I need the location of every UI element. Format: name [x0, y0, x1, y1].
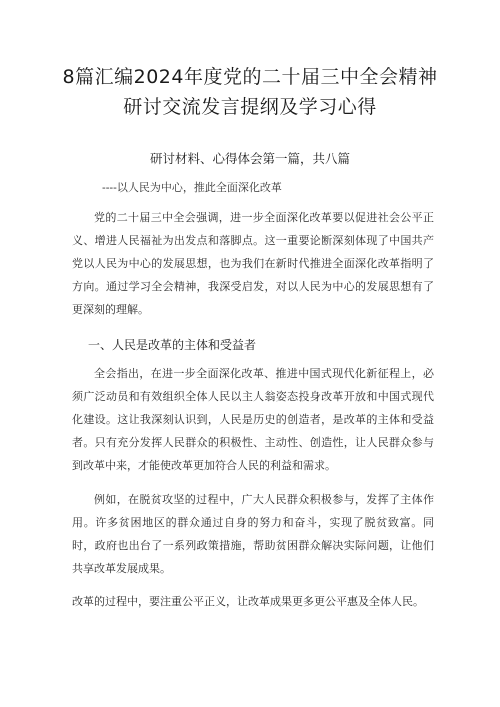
paragraph-main: 全会指出，在进一步全面深化改革、推进中国式现代化新征程上，必须广泛动员和有效组织全体人民以主人翁姿态投身改革开放和中国式现代化建设。这让我深刻认识到，人民是历史的创造者，是改革的主体和受益者。只有充分发挥人民群众的积极性、主动性、创造性，让人民群众参与到改革中来，才能使改革更加符合人民的利益和需求。: [72, 367, 434, 472]
document-title: 8篇汇编2024年度党的二十届三中全会精神研讨交流发言提纲及学习心得: [62, 66, 438, 118]
paragraph-closing: 改革的过程中，要注重公平正义，让改革成果更多更公平惠及全体人民。: [72, 595, 424, 608]
section-heading: 一、人民是改革的主体和受益者: [88, 338, 257, 352]
document-subtitle: 研讨材料、心得体会第一篇，共八篇: [149, 151, 350, 166]
paragraph-example: 例如，在脱贫攻坚的过程中，广大人民群众积极参与，发挥了主体作用。许多贫困地区的群众通过自身的努力和奋斗，实现了脱贫致富。同时，政府也出台了一系列政策措施，帮助贫困群众解决实际问题，让他们共享改革发展成果。: [72, 493, 434, 575]
paragraph-intro: 党的二十届三中全会强调，进一步全面深化改革要以促进社会公平正义、增进人民福祉为出发点和落脚点。这一重要论断深刻体现了中国共产党以人民为中心的发展思想，也为我们在新时代推进全面深化改革指明了方向。通过学习全会精神，我深受启发，对以人民为中心的发展思想有了更深刻的理解。: [72, 211, 434, 316]
document-tagline: ----以人民为中心，推此全面深化改革: [102, 181, 282, 194]
